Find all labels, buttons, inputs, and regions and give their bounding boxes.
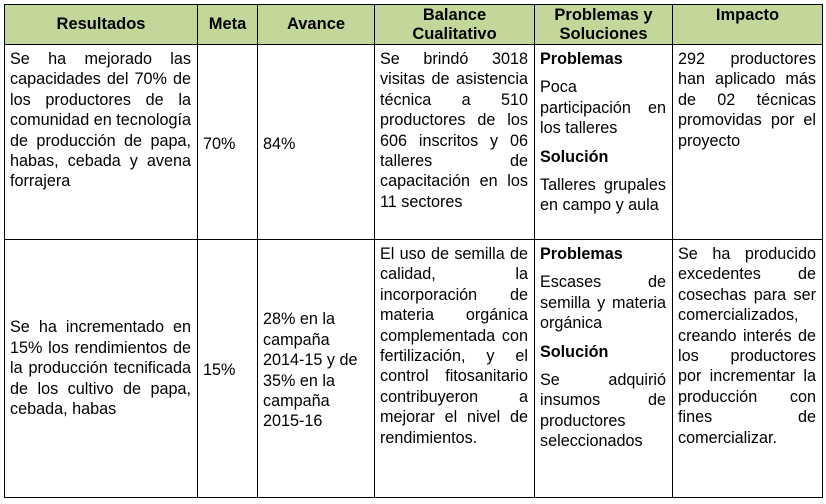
header-avance: Avance (258, 5, 375, 45)
cell-problemas-soluciones (535, 45, 673, 240)
impacto-text: Se ha producido excedentes de cosechas para ser comercializados, creando interés de los productores por incrementar la producción con fines de comercializar. (678, 245, 816, 447)
cell-avance (258, 45, 375, 240)
avance-text: 84% (263, 134, 296, 153)
problemas-text: Escases de semilla y materia orgánica (540, 273, 666, 333)
cell-impacto (673, 240, 823, 498)
problemas-label: Problemas (540, 50, 623, 68)
results-table (4, 4, 823, 498)
cell-meta (198, 45, 258, 240)
meta-text: 70% (203, 134, 236, 153)
meta-text: 15% (203, 361, 236, 380)
avance-text: 28% en la campaña 2014-15 y de 35% en la campaña 2015-16 (263, 310, 358, 431)
balance-text: El uso de semilla de calidad, la incorporación de materia orgánica complementada con fertilización, y el control fitosanitario contribuyeron a mejorar el nivel de rendimientos. (380, 245, 528, 447)
problemas-text: Poca participación en los talleres (540, 78, 666, 138)
header-resultados: Resultados (5, 5, 198, 45)
problemas-label: Problemas (540, 245, 623, 263)
solucion-text: Se adquirió insumos de productores seleccionados (540, 371, 666, 451)
cell-balance (375, 240, 535, 498)
resultado-text: Se ha mejorado las capacidades del 70% de los productores de la comunidad en tecnología de producción de papa, habas, cebada y avena forrajera (10, 50, 191, 191)
impacto-text: 292 productores han aplicado más de 02 técnicas promovidas por el proyecto (678, 50, 816, 150)
header-impacto: Impacto (673, 5, 823, 45)
cell-avance (258, 240, 375, 498)
solucion-label: Solución (540, 147, 609, 166)
resultado-text: Se ha incrementado en 15% los rendimientos de la producción tecnificada de los cultivo de papa, cebada, habas (10, 318, 191, 419)
cell-meta (198, 240, 258, 498)
header-balance-text: Balance Cualitativo (412, 6, 497, 43)
table-row (5, 240, 823, 498)
cell-problemas-soluciones (535, 240, 673, 498)
solucion-label: Solución (540, 342, 609, 361)
cell-impacto (673, 45, 823, 240)
header-problemas: Problemas y Soluciones (535, 5, 673, 45)
table-row (5, 45, 823, 240)
balance-text: Se brindó 3018 visitas de asistencia técnica a 510 productores de los 606 inscritos y 06 talleres de capacitación en los 11 sectores (380, 50, 528, 211)
solucion-text: Talleres grupales en campo y aula (540, 176, 666, 215)
cell-balance (375, 45, 535, 240)
cell-resultado (5, 240, 198, 498)
header-meta: Meta (198, 5, 258, 45)
header-row (5, 5, 823, 45)
cell-resultado (5, 45, 198, 240)
header-balance (375, 5, 535, 45)
